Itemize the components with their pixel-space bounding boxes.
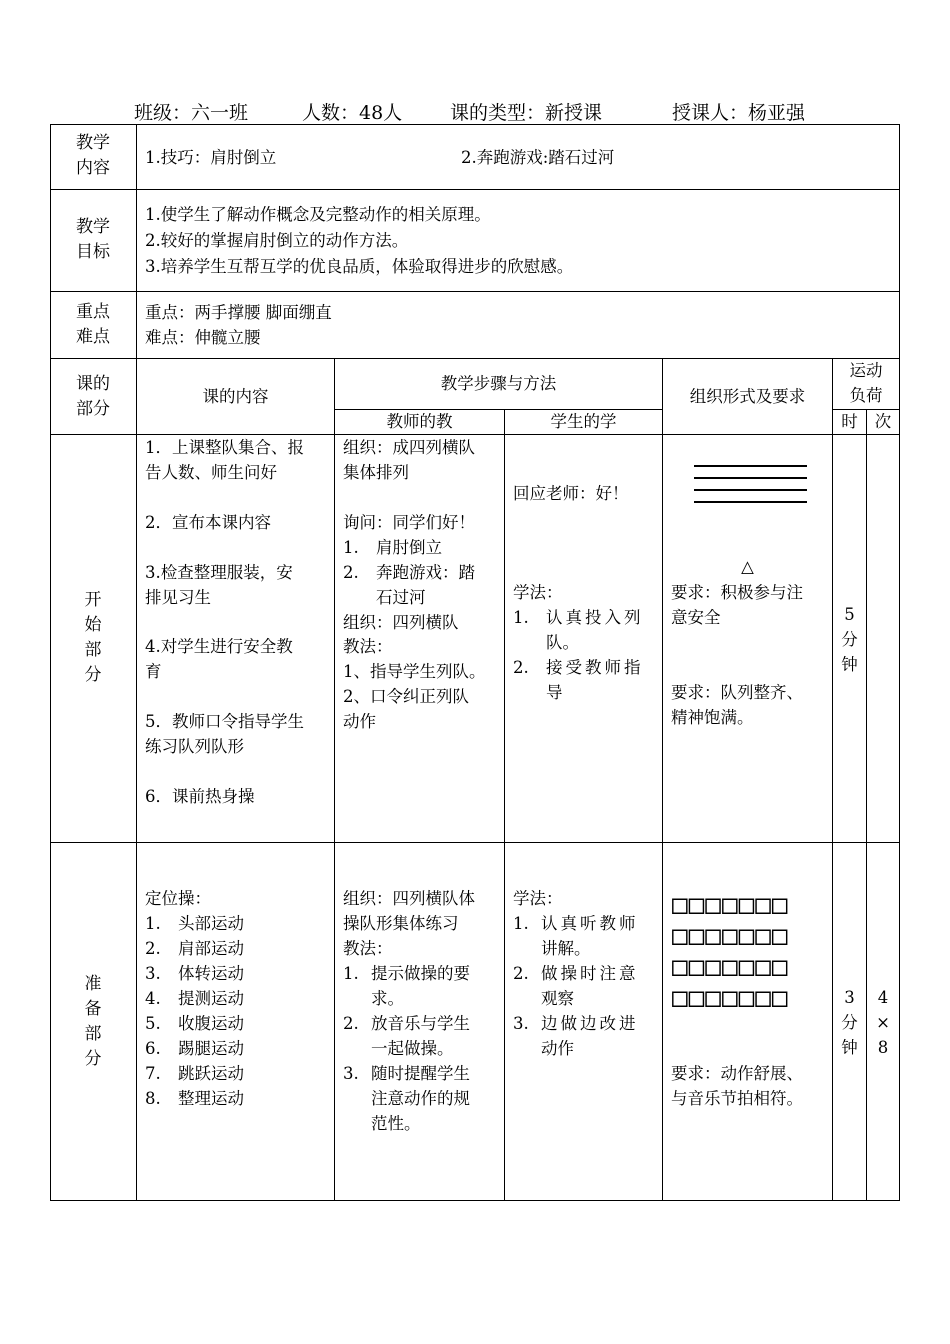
difficulty-text: 难点：伸髋立腰 — [145, 328, 261, 347]
prep-exercise-7: 7. 跳跃运动 — [145, 1064, 244, 1083]
start-org-cell — [662, 434, 833, 843]
formation-row-3: □□□□□□□ — [672, 952, 789, 982]
col-load-label-2: 负荷 — [849, 386, 883, 405]
prep-teacher-item-2a: 2. 放音乐与学生 — [343, 1014, 470, 1033]
start-teacher-org2: 组织：四列横队 — [343, 613, 459, 632]
formation-row-4: □□□□□□□ — [672, 983, 789, 1013]
start-time-3: 钟 — [841, 655, 858, 674]
prep-teacher-method: 教法： — [343, 939, 393, 958]
start-teacher-org-a: 组织：成四列横队 — [343, 438, 475, 457]
formation-line-3 — [694, 489, 807, 491]
student-count: 人数：48人 — [302, 102, 403, 124]
formation-line-1 — [694, 465, 807, 467]
prep-reps-3: 8 — [877, 1038, 889, 1057]
focus-text: 重点：两手撑腰 脚面绷直 — [145, 303, 332, 322]
prep-teacher-org-b: 操队形集体练习 — [343, 914, 459, 933]
prep-time-2: 分 — [841, 1013, 858, 1032]
prep-exercise-8: 8. 整理运动 — [145, 1089, 244, 1108]
prep-teacher-item-2b: 一起做操。 — [371, 1039, 454, 1058]
start-teacher-m1: 1、指导学生列队。 — [343, 662, 486, 681]
start-time-2: 分 — [841, 630, 858, 649]
formation-squares — [672, 890, 789, 1014]
col-part-label: 课的 部分 — [76, 374, 110, 419]
start-content-1b: 告人数、师生问好 — [145, 463, 277, 482]
prep-time-3: 钟 — [841, 1038, 858, 1057]
goals-label: 教学 目标 — [76, 217, 110, 262]
goal-2: 2.较好的掌握肩肘倒立的动作方法。 — [145, 231, 409, 250]
prep-teacher-item-3c: 范性。 — [371, 1114, 421, 1133]
col-time-label: 时 — [841, 412, 858, 431]
start-content-3b: 排见习生 — [145, 588, 211, 607]
start-reps-cell — [866, 434, 900, 843]
start-content-3a: 3.检查整理服装，安 — [145, 563, 293, 582]
start-org-req2a: 要求：队列整齐、 — [671, 683, 803, 702]
col-teacher-label: 教师的教 — [386, 412, 453, 431]
start-teacher-org-b: 集体排列 — [343, 463, 409, 482]
prep-exercise-3: 3. 体转运动 — [145, 964, 244, 983]
start-teacher-method: 教法： — [343, 637, 393, 656]
col-reps-label: 次 — [874, 412, 892, 431]
start-org-req1b: 意安全 — [671, 608, 721, 627]
goal-1: 1.使学生了解动作概念及完整动作的相关原理。 — [145, 205, 491, 224]
prep-title: 定位操： — [145, 889, 211, 908]
content-item-1: 1.技巧：肩肘倒立 — [145, 148, 277, 167]
formation-line-4 — [694, 501, 807, 503]
start-org-req1a: 要求：积极参与注 — [671, 583, 803, 602]
content-item-2: 2.奔跑游戏:踏石过河 — [461, 148, 615, 167]
lesson-type: 课的类型：新授课 — [450, 102, 603, 124]
start-label: 开 始 部 分 — [84, 590, 102, 685]
goal-3: 3.培养学生互帮互学的优良品质，体验取得进步的欣慰感。 — [145, 257, 574, 276]
start-content-2: 2．宣布本课内容 — [145, 513, 271, 532]
prep-label: 准 备 部 分 — [84, 974, 102, 1069]
start-teacher-item-1: 1. 肩肘倒立 — [343, 538, 442, 557]
formation-line-2 — [694, 477, 807, 479]
prep-exercise-1: 1. 头部运动 — [145, 914, 244, 933]
teacher-name: 授课人：杨亚强 — [672, 102, 806, 124]
start-content-6: 6．课前热身操 — [145, 787, 255, 806]
start-teacher-item-2: 2. 奔跑游戏：踏 — [343, 563, 475, 582]
col-steps-label: 教学步骤与方法 — [440, 374, 557, 393]
prep-reps-1: 4 — [877, 988, 889, 1007]
start-student-item-1b: 队。 — [546, 633, 579, 652]
prep-exercise-4: 4. 提测运动 — [145, 989, 244, 1008]
prep-teacher-item-1a: 1. 提示做操的要 — [343, 964, 470, 983]
prep-teacher-item-3a: 3. 随时提醒学生 — [343, 1064, 470, 1083]
prep-org-req-a: 要求：动作舒展、 — [671, 1064, 803, 1083]
start-student-method: 学法： — [513, 583, 563, 602]
start-student-reply: 回应老师：好！ — [513, 484, 629, 503]
prep-time-1: 3 — [844, 988, 855, 1007]
prep-exercise-5: 5. 收腹运动 — [145, 1014, 244, 1033]
col-content-label: 课的内容 — [202, 387, 269, 406]
col-load-label-1: 运动 — [849, 361, 883, 380]
start-content-5b: 练习队列队形 — [145, 737, 244, 756]
prep-teacher-item-3b: 注意动作的规 — [371, 1089, 470, 1108]
start-content-4b: 育 — [145, 662, 162, 681]
prep-org-req-b: 与音乐节拍相符。 — [671, 1089, 803, 1108]
formation-row-1: □□□□□□□ — [672, 890, 789, 920]
col-org-label: 组织形式及要求 — [689, 387, 806, 406]
prep-exercise-2: 2. 肩部运动 — [145, 939, 244, 958]
start-student-item-2a: 2. 接受教师指 — [513, 658, 644, 677]
prep-student-item-2a: 2. 做操时注意 — [513, 964, 639, 983]
lesson-header — [0, 98, 950, 126]
prep-student-item-2b: 观察 — [541, 989, 574, 1008]
start-content-4a: 4.对学生进行安全教 — [145, 637, 293, 656]
teacher-position-icon: △ — [741, 557, 754, 576]
prep-teacher-org-a: 组织：四列横队体 — [343, 889, 475, 908]
start-content-1a: 1．上课整队集合、报 — [145, 438, 304, 457]
prep-student-item-3a: 3. 边做边改进 — [513, 1014, 639, 1033]
prep-teacher-item-1b: 求。 — [371, 989, 404, 1008]
start-student-item-2b: 导 — [546, 683, 563, 702]
start-time-1: 5 — [844, 605, 855, 624]
class-info: 班级：六一班 — [134, 102, 249, 124]
keypoints-label: 重点 难点 — [76, 302, 110, 347]
prep-student-item-3b: 动作 — [541, 1039, 574, 1058]
content-label: 教学 内容 — [76, 133, 110, 178]
start-teacher-ask: 询问：同学们好！ — [343, 513, 475, 532]
prep-reps-2: × — [876, 1013, 890, 1032]
prep-student-item-1a: 1. 认真听教师 — [513, 914, 639, 933]
prep-student-item-1b: 讲解。 — [541, 939, 591, 958]
start-student-item-1a: 1. 认真投入列 — [513, 608, 644, 627]
start-content-5a: 5．教师口令指导学生 — [145, 712, 304, 731]
start-org-req2b: 精神饱满。 — [671, 708, 754, 727]
prep-exercise-6: 6. 踢腿运动 — [145, 1039, 244, 1058]
formation-row-2: □□□□□□□ — [672, 921, 789, 951]
start-teacher-item-2-cont: 石过河 — [376, 588, 426, 607]
start-teacher-m2b: 动作 — [343, 712, 376, 731]
col-student-label: 学生的学 — [550, 412, 617, 431]
start-teacher-m2a: 2、口令纠正列队 — [343, 687, 469, 706]
prep-student-method: 学法： — [513, 889, 563, 908]
